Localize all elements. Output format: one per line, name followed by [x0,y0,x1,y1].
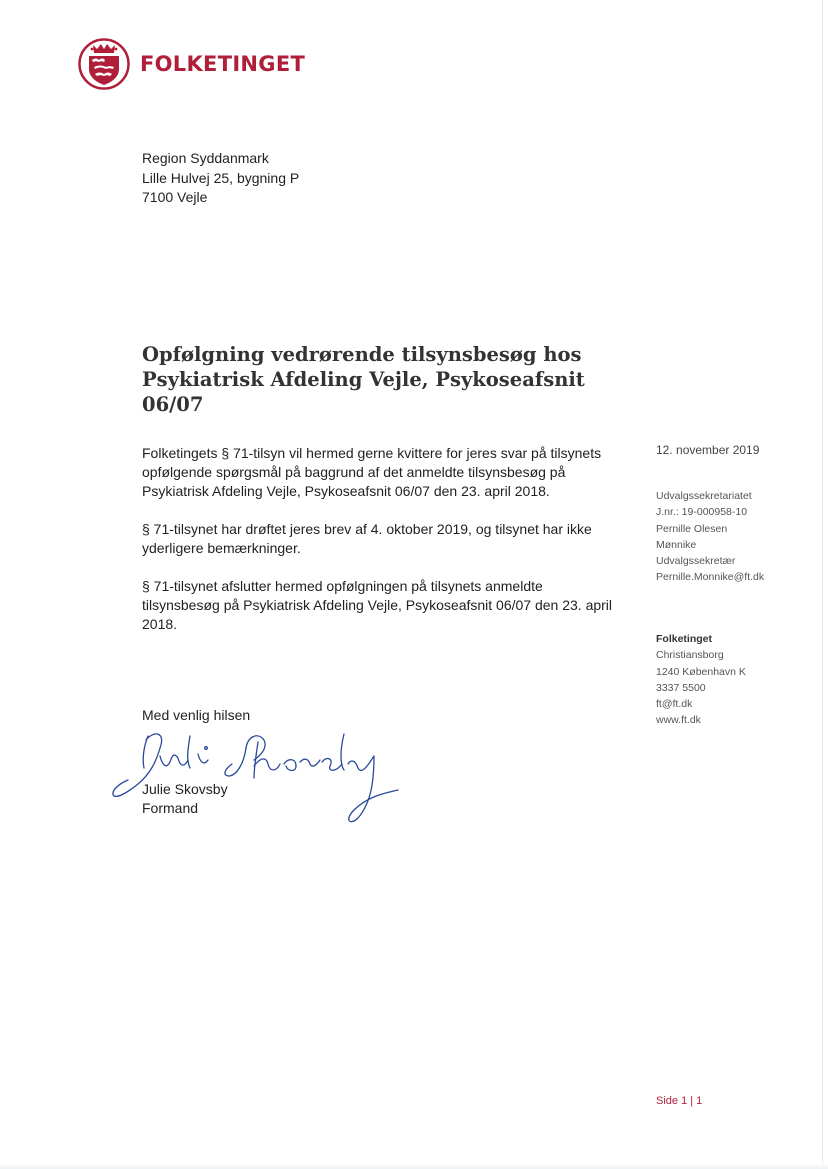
signer-role: Formand [142,800,199,816]
body-paragraph-2: § 71-tilsynet har drøftet jeres brev af 4. oktober 2019, og tilsynet har ikke yderligere bemærkninger. [142,521,592,556]
sidebar-org-name: Folketinget [656,633,713,645]
sidebar-contact-block [656,488,764,586]
sidebar-org-phone: 3337 5500 [656,681,706,694]
letter-title: Opfølgning vedrørende tilsynsbesøg hos Psykiatrisk Afdeling Vejle, Psykoseafsnit 06/07 [142,343,585,416]
closing-greeting: Med venlig hilsen [142,707,251,723]
letter-body [142,444,617,653]
signer-name: Julie Skovsby [142,781,228,797]
sidebar-contact-name-2: Mønnike [656,538,697,551]
letter-date: 12. november 2019 [656,443,760,457]
recipient-name: Region Syddanmark [142,150,269,166]
sidebar-journal-number: J.nr.: 19-000958-10 [656,506,748,519]
page-number: Side 1 | 1 [656,1095,703,1107]
sidebar-org-web: www.ft.dk [656,714,701,727]
recipient-address [142,149,299,208]
recipient-city: 7100 Vejle [142,189,208,205]
sidebar-org-email: ft@ft.dk [656,698,693,711]
sidebar-date-block [656,442,759,458]
page-bottom-band [0,1163,828,1169]
body-paragraph-1: Folketingets § 71-tilsyn vil hermed gerne kvittere for jeres svar på tilsynets opfølgende spørgsmål på baggrund af det anmeldte tilsynsbesøg på Psykiatrisk Afdeling Vejle, Psykoseafsnit 06/07 den 23. april 2018. [142,445,602,499]
sidebar-department: Udvalgssekretariatet [656,490,752,502]
sidebar-contact-title: Udvalgssekretær [656,555,736,568]
sidebar-contact-name-1: Pernille Olesen [656,522,728,535]
sidebar-org-city: 1240 København K [656,665,746,678]
recipient-street: Lille Hulvej 25, bygning P [142,169,300,186]
sidebar-org-building: Christiansborg [656,649,724,662]
logo-wordmark: FOLKETINGET [140,52,306,76]
sidebar-contact-email: Pernille.Monnike@ft.dk [656,571,765,584]
sidebar-organization-block [656,631,746,729]
page-edge [822,0,823,1169]
body-paragraph-3: § 71-tilsynet afslutter hermed opfølgningen på tilsynets anmeldte tilsynsbesøg på Psykiatrisk Afdeling Vejle, Psykoseafsnit 06/07 den 23. april 2018. [142,578,613,632]
danish-coat-of-arms-icon [78,38,130,90]
folketinget-logo [78,38,305,90]
